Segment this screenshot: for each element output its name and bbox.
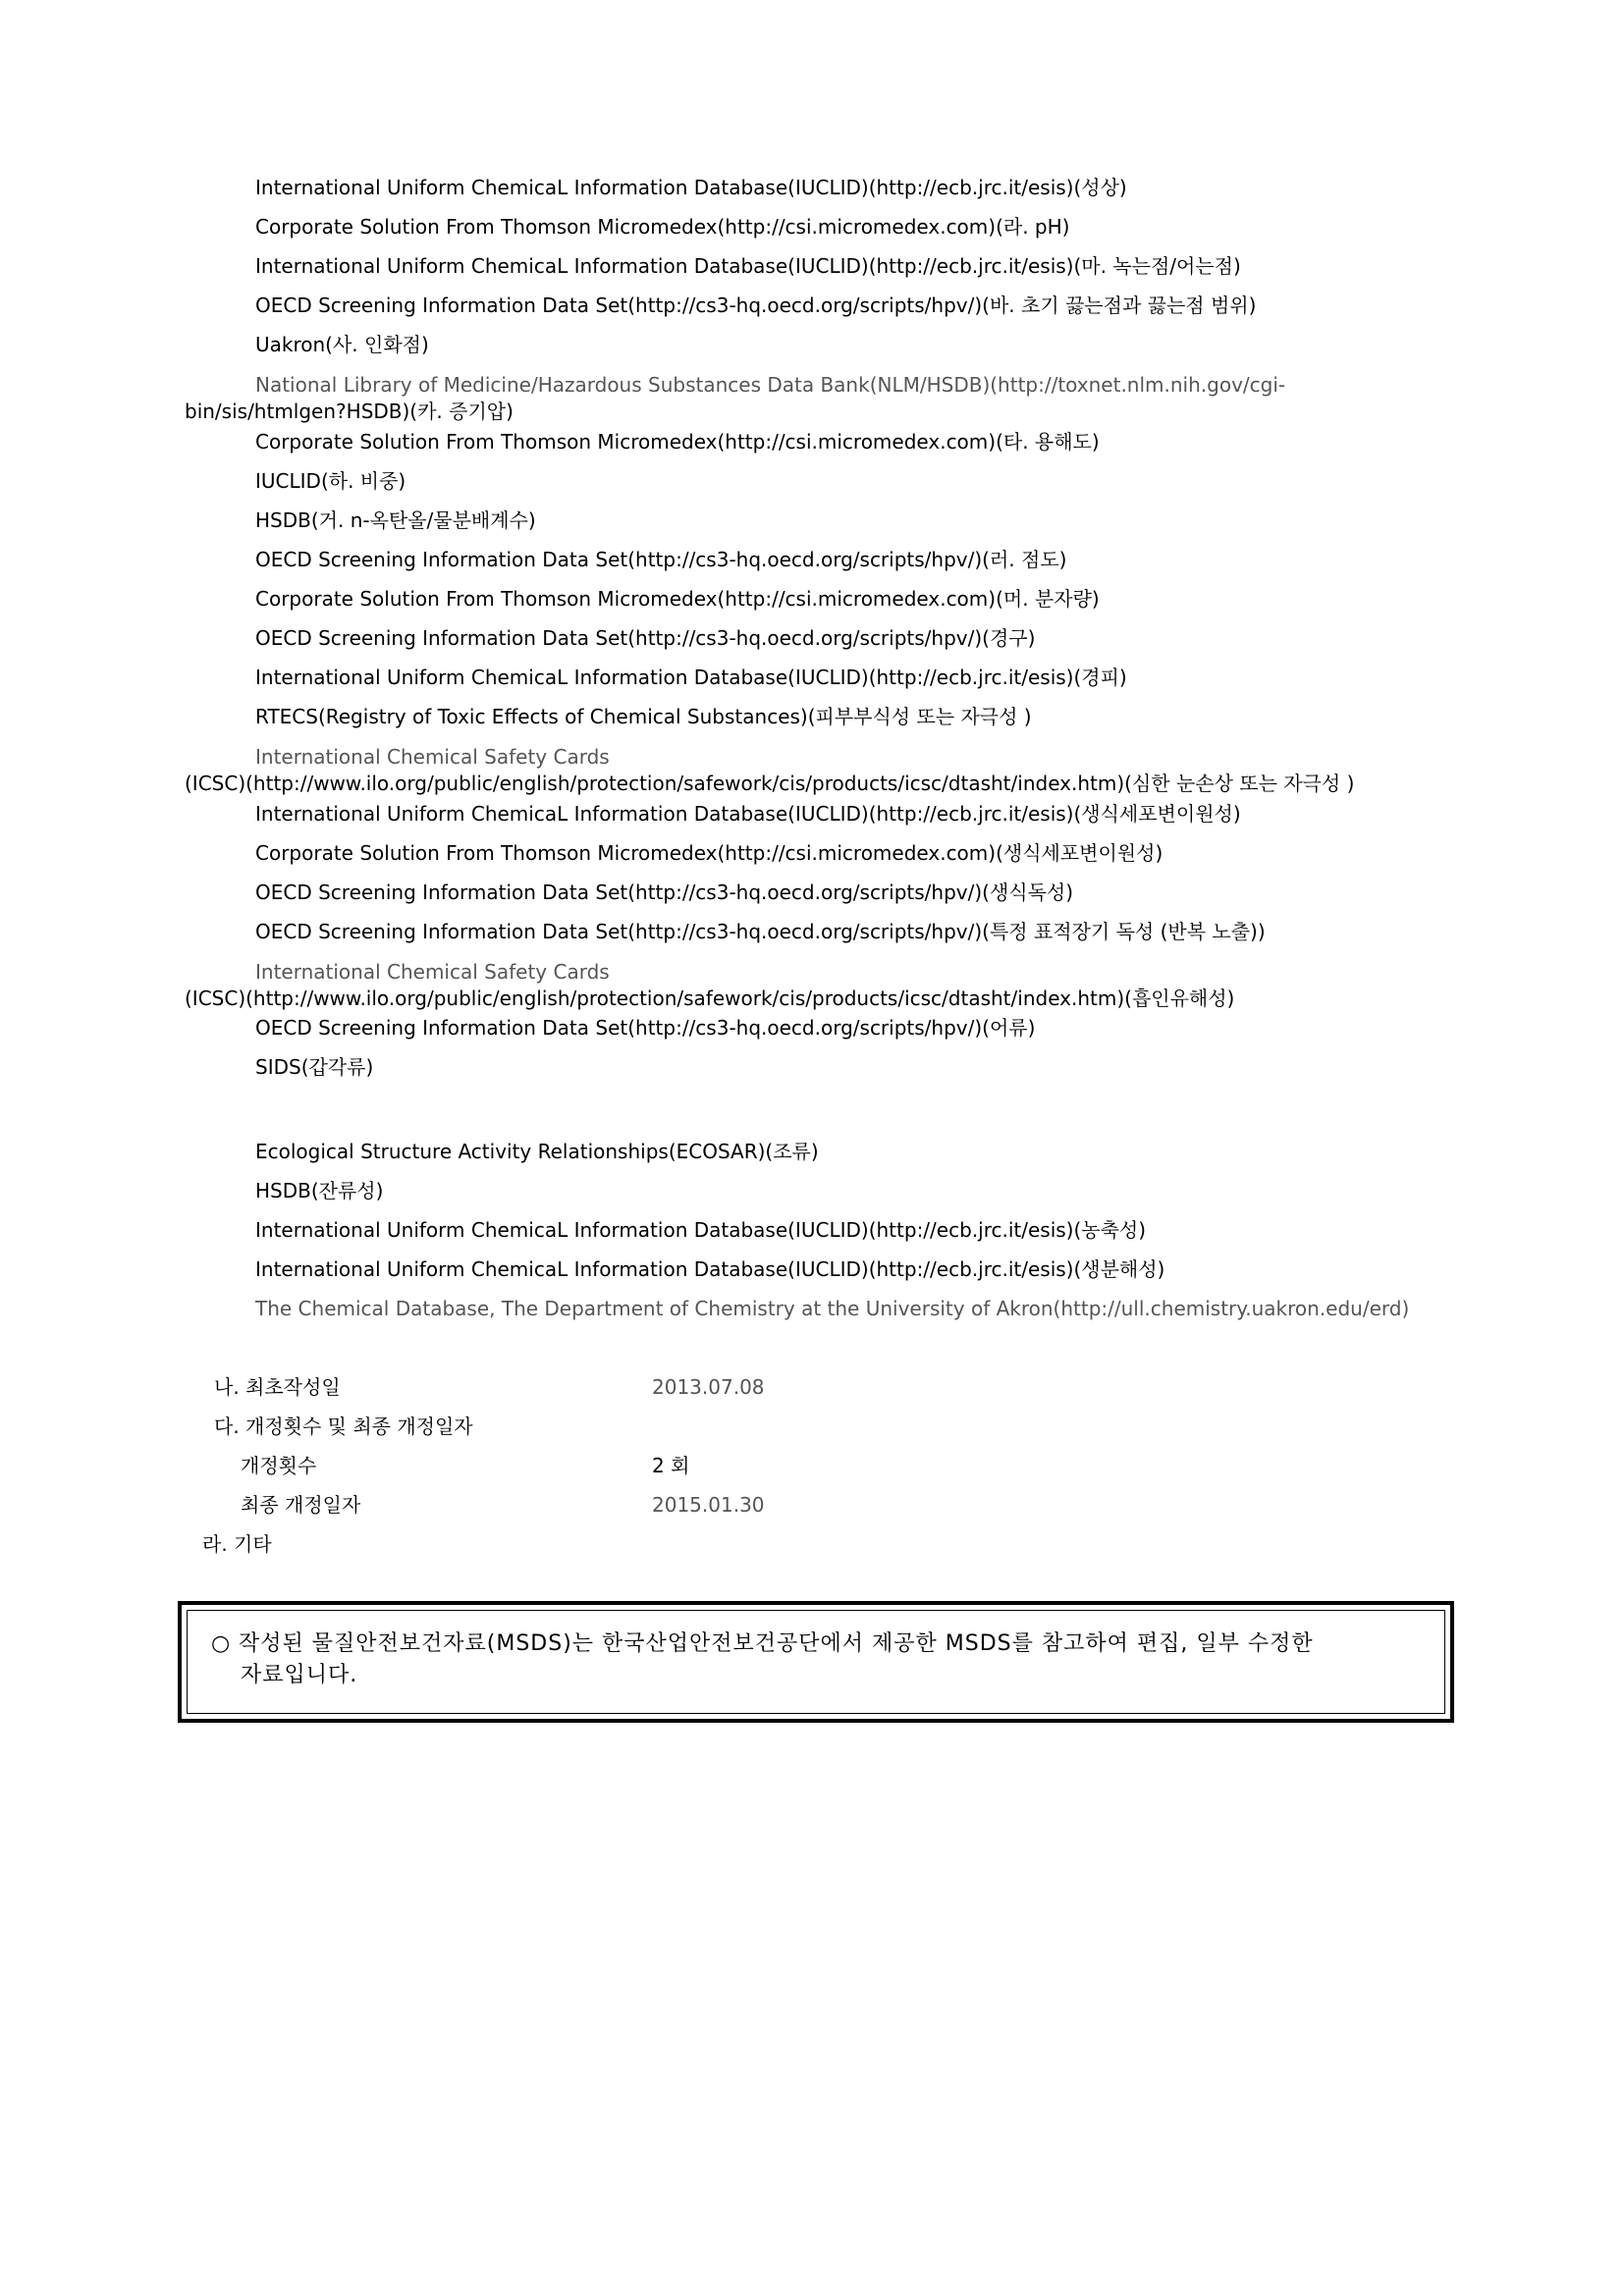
reference-item: IUCLID(하. 비중) bbox=[255, 469, 406, 493]
reference-item: OECD Screening Information Data Set(http://cs3-hq.oecd.org/scripts/hpv/)(어류) bbox=[255, 1016, 1036, 1040]
reference-item: HSDB(잔류성) bbox=[255, 1179, 384, 1202]
reference-item: Corporate Solution From Thomson Micromedex(http://csi.micromedex.com)(타. 용해도) bbox=[255, 430, 1100, 454]
revision-heading: 다. 개정횟수 및 최종 개정일자 bbox=[214, 1415, 473, 1438]
reference-item: OECD Screening Information Data Set(http://cs3-hq.oecd.org/scripts/hpv/)(특정 표적장기 독성 (반복 노출)) bbox=[255, 920, 1266, 943]
reference-item: OECD Screening Information Data Set(http://cs3-hq.oecd.org/scripts/hpv/)(생식독성) bbox=[255, 881, 1074, 904]
reference-item: International Chemical Safety Cards (ICSC)(http://www.ilo.org/public/english/protection/safework/cis/products/icsc/dtasht/index.htm)(심한 눈손상 또는 자극성 ) bbox=[185, 745, 1355, 795]
reference-item: The Chemical Database, The Department of Chemistry at the University of Akron(http://ull.chemistry.uakron.edu/erd) bbox=[255, 1297, 1410, 1320]
reference-item: Uakron(사. 인화점) bbox=[255, 333, 429, 356]
reference-item: HSDB(거. n-옥탄올/물분배계수) bbox=[255, 508, 536, 532]
last-revised-value: 2015.01.30 bbox=[652, 1493, 765, 1517]
notice-box bbox=[178, 1601, 1454, 1723]
reference-item: Corporate Solution From Thomson Micromedex(http://csi.micromedex.com)(생식세포변이원성) bbox=[255, 841, 1164, 865]
reference-item: OECD Screening Information Data Set(http://cs3-hq.oecd.org/scripts/hpv/)(바. 초기 끓는점과 끓는점 범위) bbox=[255, 294, 1257, 317]
last-revised-label: 최종 개정일자 bbox=[241, 1493, 361, 1517]
reference-item: SIDS(갑각류) bbox=[255, 1055, 374, 1079]
reference-item: International Uniform ChemicaL Information Database(IUCLID)(http://ecb.jrc.it/esis)(농축성) bbox=[255, 1218, 1147, 1242]
first-written-label: 나. 최초작성일 bbox=[214, 1375, 341, 1399]
reference-item: Corporate Solution From Thomson Micromedex(http://csi.micromedex.com)(라. pH) bbox=[255, 215, 1070, 239]
notice-text bbox=[211, 1629, 1389, 1691]
reference-item: National Library of Medicine/Hazardous Substances Data Bank(NLM/HSDB)(http://toxnet.nlm.nih.gov/cgi- bin/sis/htmlgen?HSDB)(카. 증기압) bbox=[185, 373, 1286, 423]
reference-item: RTECS(Registry of Toxic Effects of Chemical Substances)(피부부식성 또는 자극성 ) bbox=[255, 705, 1032, 728]
other-heading: 라. 기타 bbox=[202, 1532, 272, 1556]
reference-item: International Uniform ChemicaL Information Database(IUCLID)(http://ecb.jrc.it/esis)(생식세포변이원성) bbox=[255, 802, 1241, 826]
notice-inner-frame bbox=[187, 1610, 1445, 1714]
reference-item: International Uniform ChemicaL Information Database(IUCLID)(http://ecb.jrc.it/esis)(마. 녹는점/어는점) bbox=[255, 254, 1241, 278]
reference-item: OECD Screening Information Data Set(http://cs3-hq.oecd.org/scripts/hpv/)(러. 점도) bbox=[255, 548, 1067, 571]
revision-count-value: 2 회 bbox=[652, 1454, 690, 1477]
notice-line-1: 작성된 물질안전보건자료(MSDS)는 한국산업안전보건공단에서 제공한 MSDS를 참고하여 편집, 일부 수정한 bbox=[239, 1631, 1314, 1656]
notice-line-2: 자료입니다. bbox=[241, 1663, 358, 1687]
revision-count-row bbox=[241, 1454, 690, 1477]
reference-item: OECD Screening Information Data Set(http://cs3-hq.oecd.org/scripts/hpv/)(경구) bbox=[255, 626, 1036, 650]
last-revised-row bbox=[241, 1493, 765, 1517]
reference-item: Ecological Structure Activity Relationships(ECOSAR)(조류) bbox=[255, 1140, 819, 1163]
reference-item: International Uniform ChemicaL Information Database(IUCLID)(http://ecb.jrc.it/esis)(성상) bbox=[255, 176, 1127, 199]
reference-item: International Chemical Safety Cards (ICSC)(http://www.ilo.org/public/english/protection/safework/cis/products/icsc/dtasht/index.htm)(흡인유해성) bbox=[185, 960, 1235, 1010]
revision-count-label: 개정횟수 bbox=[241, 1454, 317, 1477]
reference-item: International Uniform ChemicaL Information Database(IUCLID)(http://ecb.jrc.it/esis)(생분해성) bbox=[255, 1257, 1165, 1281]
reference-item: Corporate Solution From Thomson Micromedex(http://csi.micromedex.com)(머. 분자량) bbox=[255, 587, 1100, 611]
first-written-row bbox=[214, 1375, 765, 1399]
first-written-value: 2013.07.08 bbox=[652, 1375, 765, 1399]
circle-bullet-icon: ○ bbox=[211, 1631, 232, 1656]
reference-item: International Uniform ChemicaL Information Database(IUCLID)(http://ecb.jrc.it/esis)(경피) bbox=[255, 666, 1127, 689]
